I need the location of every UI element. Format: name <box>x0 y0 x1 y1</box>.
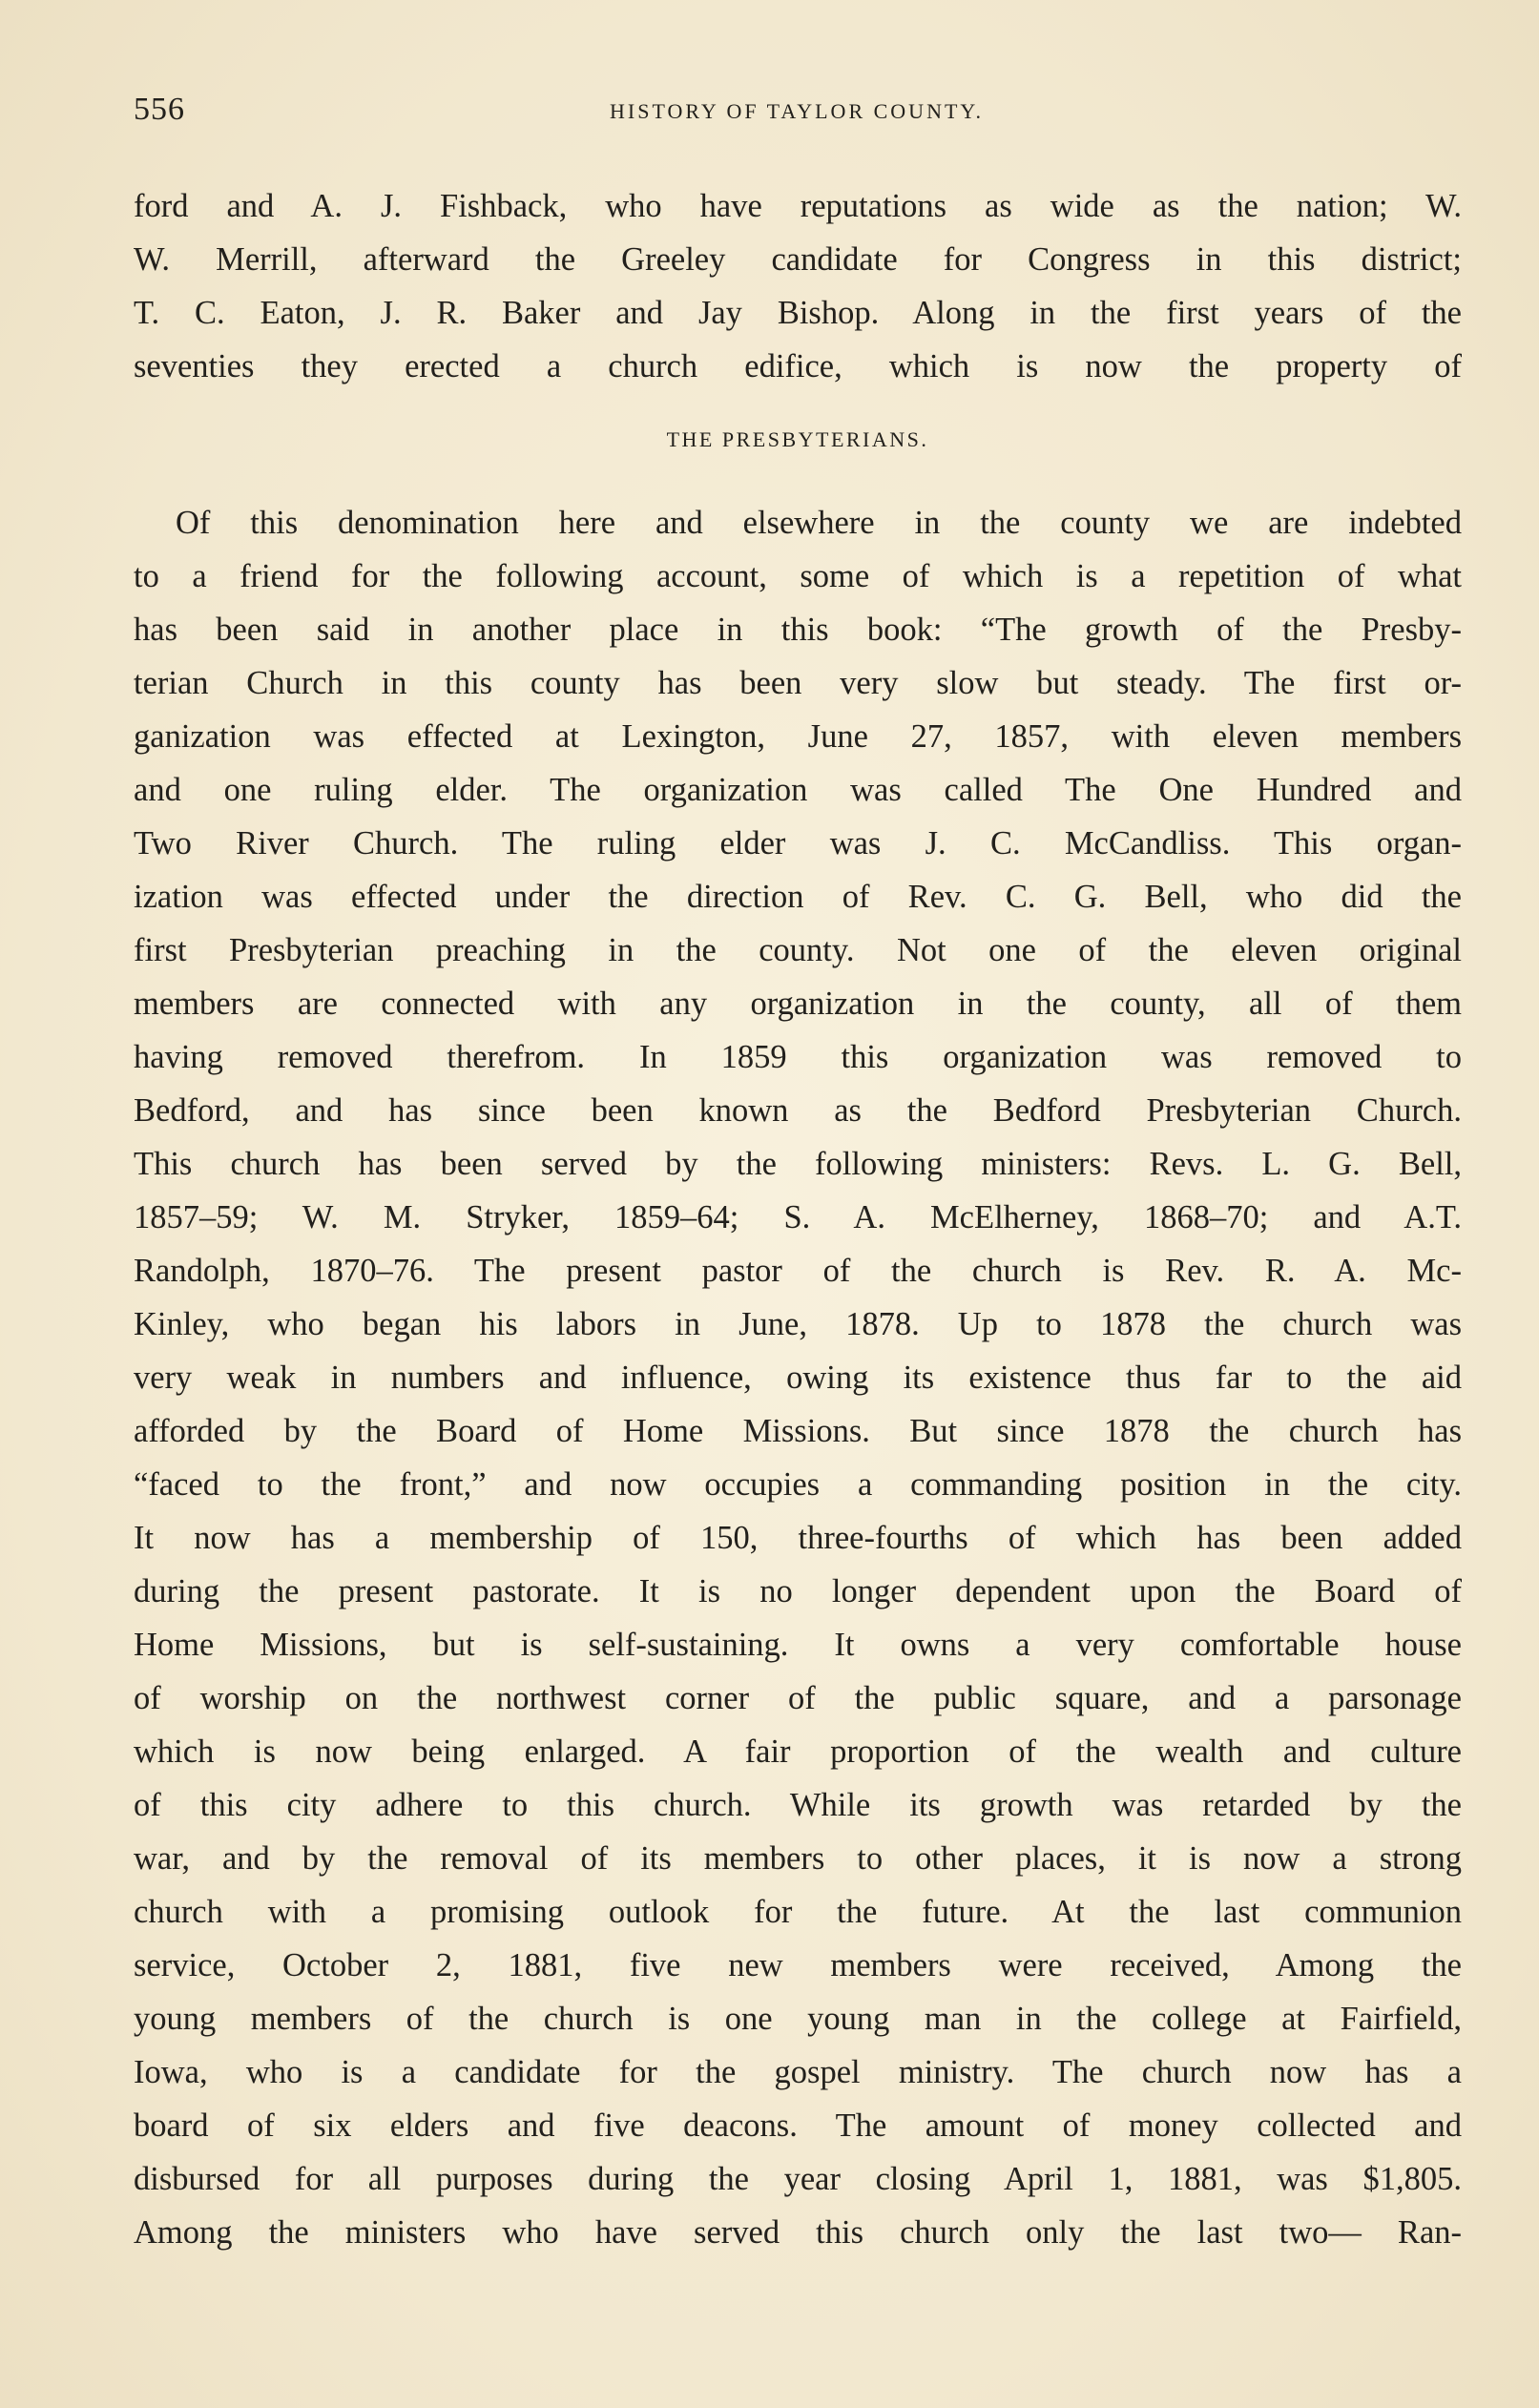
text-line: Home Missions, but is self-sustaining. It owns a very comfortable house <box>134 1627 1462 1663</box>
text-line: W. Merrill, afterward the Greeley candidate for Congress in this district; <box>134 241 1462 278</box>
text-line: to a friend for the following account, some of which is a repetition of what <box>134 558 1462 594</box>
text-line: first Presbyterian preaching in the county. Not one of the eleven original <box>134 932 1462 968</box>
page-header <box>134 92 1460 139</box>
text-line: Randolph, 1870–76. The present pastor of the church is Rev. R. A. Mc- <box>134 1253 1462 1289</box>
page-number: 556 <box>134 92 185 127</box>
text-line: has been said in another place in this book: “The growth of the Presby- <box>134 612 1462 648</box>
text-line: 1857–59; W. M. Stryker, 1859–64; S. A. McElherney, 1868–70; and A.T. <box>134 1199 1462 1235</box>
text-line: Iowa, who is a candidate for the gospel ministry. The church now has a <box>134 2054 1462 2090</box>
text-line: church with a promising outlook for the future. At the last communion <box>134 1894 1462 1930</box>
text-line: which is now being enlarged. A fair proportion of the wealth and culture <box>134 1733 1462 1770</box>
text-line: members are connected with any organization in the county, all of them <box>134 986 1462 1022</box>
text-line: Kinley, who began his labors in June, 1878. Up to 1878 the church was <box>134 1306 1462 1342</box>
text-line: service, October 2, 1881, five new members were received, Among the <box>134 1947 1462 1983</box>
text-line: This church has been served by the following ministers: Revs. L. G. Bell, <box>134 1146 1462 1182</box>
text-line: T. C. Eaton, J. R. Baker and Jay Bishop. Along in the first years of the <box>134 295 1462 331</box>
text-line: disbursed for all purposes during the year closing April 1, 1881, was $1,805. <box>134 2161 1462 2197</box>
text-line: board of six elders and five deacons. The amount of money collected and <box>134 2107 1462 2144</box>
text-line: during the present pastorate. It is no longer dependent upon the Board of <box>134 1573 1462 1609</box>
text-line: ization was effected under the direction of Rev. C. G. Bell, who did the <box>134 879 1462 915</box>
text-line: Among the ministers who have served this church only the last two— Ran- <box>134 2214 1462 2251</box>
text-line: ford and A. J. Fishback, who have reputations as wide as the nation; W. <box>134 188 1462 224</box>
text-line: of this city adhere to this church. While its growth was retarded by the <box>134 1787 1462 1823</box>
text-line: Two River Church. The ruling elder was J. C. McCandliss. This organ- <box>134 825 1462 861</box>
text-line: Bedford, and has since been known as the Bedford Presbyterian Church. <box>134 1092 1462 1129</box>
text-line: afforded by the Board of Home Missions. But since 1878 the church has <box>134 1413 1462 1449</box>
text-line: seventies they erected a church edifice, which is now the property of <box>134 348 1462 384</box>
text-line: Of this denomination here and elsewhere in the county we are indebted <box>176 505 1462 541</box>
running-head: HISTORY OF TAYLOR COUNTY. <box>610 99 984 123</box>
text-line: of worship on the northwest corner of the public square, and a parsonage <box>134 1680 1462 1716</box>
text-line: “faced to the front,” and now occupies a commanding position in the city. <box>134 1466 1462 1503</box>
text-line: ganization was effected at Lexington, June 27, 1857, with eleven members <box>134 718 1462 755</box>
text-line: It now has a membership of 150, three-fourths of which has been added <box>134 1520 1462 1556</box>
body-paragraph <box>134 496 1462 2259</box>
text-line: having removed therefrom. In 1859 this organization was removed to <box>134 1039 1462 1075</box>
text-line: and one ruling elder. The organization was called The One Hundred and <box>134 772 1462 808</box>
intro-paragraph <box>134 179 1462 393</box>
text-line: war, and by the removal of its members to other places, it is now a strong <box>134 1840 1462 1877</box>
section-heading: THE PRESBYTERIANS. <box>666 427 929 451</box>
text-line: terian Church in this county has been very slow but steady. The first or- <box>134 665 1462 701</box>
text-line: very weak in numbers and influence, owing its existence thus far to the aid <box>134 1360 1462 1396</box>
text-line: young members of the church is one young man in the college at Fairfield, <box>134 2001 1462 2037</box>
